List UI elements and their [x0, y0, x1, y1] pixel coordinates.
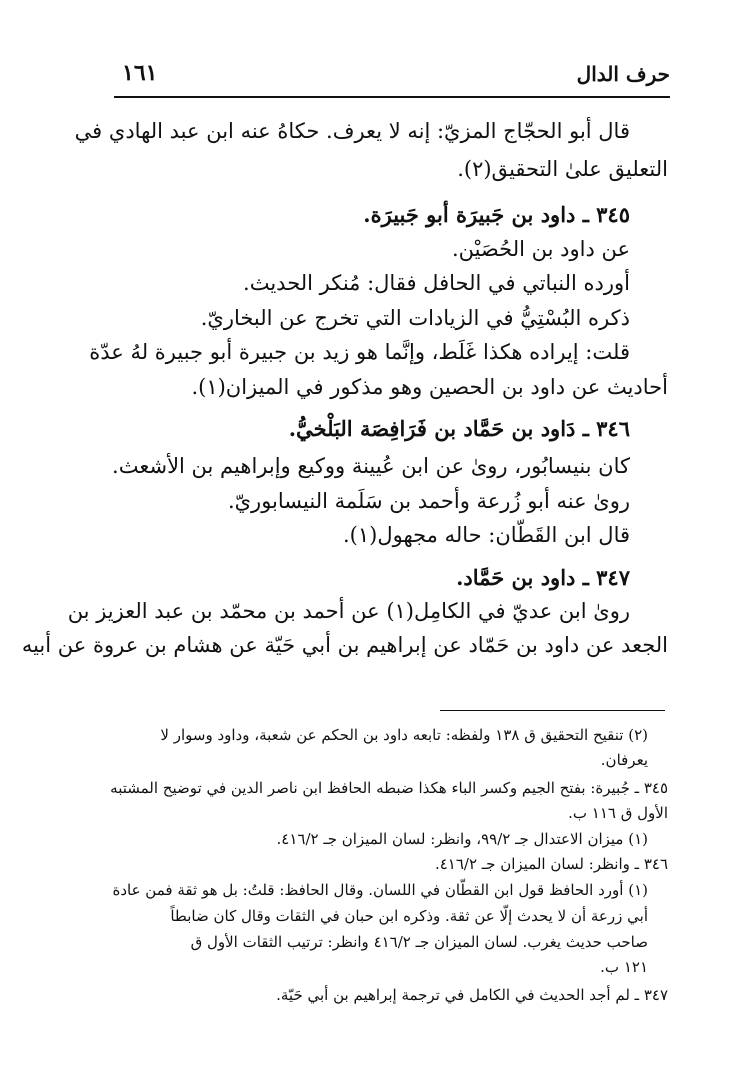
- body-line: الجعد عن داود بن حَمّاد عن إبراهيم بن أبي حَيّة عن هشام بن عروة عن أبيه: [21, 633, 668, 657]
- footnote-line: ٣٤٦ ـ وانظر: لسان الميزان جـ ٤١٦/٢.: [434, 855, 668, 873]
- entry-heading-346: ٣٤٦ ـ دَاود بن حَمَّاد بن فَرَافِصَة البَلْخيُّ.: [288, 416, 630, 441]
- body-line: عن داود بن الحُصَيْن.: [451, 237, 630, 261]
- footnote-line: يعرفان.: [600, 751, 648, 769]
- body-line: التعليق علىٰ التحقيق(٢).: [457, 157, 668, 181]
- footnote-line: صاحب حديث يغرب. لسان الميزان جـ ٤١٦/٢ وانظر: ترتيب الثقات الأول ق: [190, 933, 648, 951]
- footnote-line: الأول ق ١١٦ ب.: [568, 804, 668, 822]
- body-line: كان بنيسابُور، روىٰ عن ابن عُيينة ووكيع وإبراهيم بن الأشعث.: [112, 454, 630, 478]
- body-line: ذكره البُسْتِيُّ في الزيادات التي تخرج عن البخاريّ.: [200, 306, 630, 330]
- footnote-rule: [440, 710, 665, 711]
- body-line: روىٰ عنه أبو زُرعة وأحمد بن سَلَمة النيسابوريّ.: [227, 489, 630, 513]
- footnote-line: (١) ميزان الاعتدال جـ ٩٩/٢، وانظر: لسان الميزان جـ ٤١٦/٢.: [276, 830, 648, 848]
- footnote-line: ٣٤٧ ـ لم أجد الحديث في الكامل في ترجمة إبراهيم بن أبي حَيّة.: [276, 986, 668, 1004]
- footnote-line: (١) أورد الحافظ قول ابن القطّان في اللسان. وقال الحافظ: قلتُ: بل هو ثقة فمن عادة: [112, 881, 648, 899]
- body-line: قال أبو الحجّاج المزيّ: إنه لا يعرف. حكاهُ عنه ابن عبد الهادي في: [74, 119, 630, 143]
- page-number: ١٦١: [122, 60, 158, 86]
- footnote-line: أبي زرعة أن لا يحدث إلّا عن ثقة. وذكره ابن حبان في الثقات وقال كان ضابطاً: [170, 907, 648, 925]
- body-line: روىٰ ابن عديّ في الكامِل(١) عن أحمد بن محمّد بن عبد العزيز بن: [67, 599, 630, 623]
- entry-heading-345: ٣٤٥ ـ داود بن جَبيرَة أبو جَبيرَة.: [363, 202, 630, 227]
- footnote-line: ١٢١ ب.: [600, 958, 648, 976]
- footnote-line: (٢) تنقيح التحقيق ق ١٣٨ ولفظه: تابعه داود بن الحكم عن شعبة، وداود وسوار لا: [160, 726, 648, 744]
- entry-heading-347: ٣٤٧ ـ داود بن حَمَّاد.: [456, 565, 630, 590]
- body-line: أورده النباتي في الحافل فقال: مُنكر الحديث.: [243, 271, 630, 295]
- footnote-line: ٣٤٥ ـ جُبيرة: بفتح الجيم وكسر الباء هكذا ضبطه الحافظ ابن ناصر الدين في توضيح المشتبه: [110, 779, 668, 797]
- chapter-title: حرف الدال: [576, 62, 670, 86]
- body-line: أحاديث عن داود بن الحصين وهو مذكور في الميزان(١).: [191, 375, 668, 399]
- header-rule: [114, 96, 670, 98]
- body-line: قلت: إيراده هكذا غَلَط، وإنَّما هو زيد بن جبيرة أبو جبيرة لهُ عدّة: [89, 340, 630, 364]
- body-line: قال ابن القَطّان: حاله مجهول(١).: [342, 523, 630, 547]
